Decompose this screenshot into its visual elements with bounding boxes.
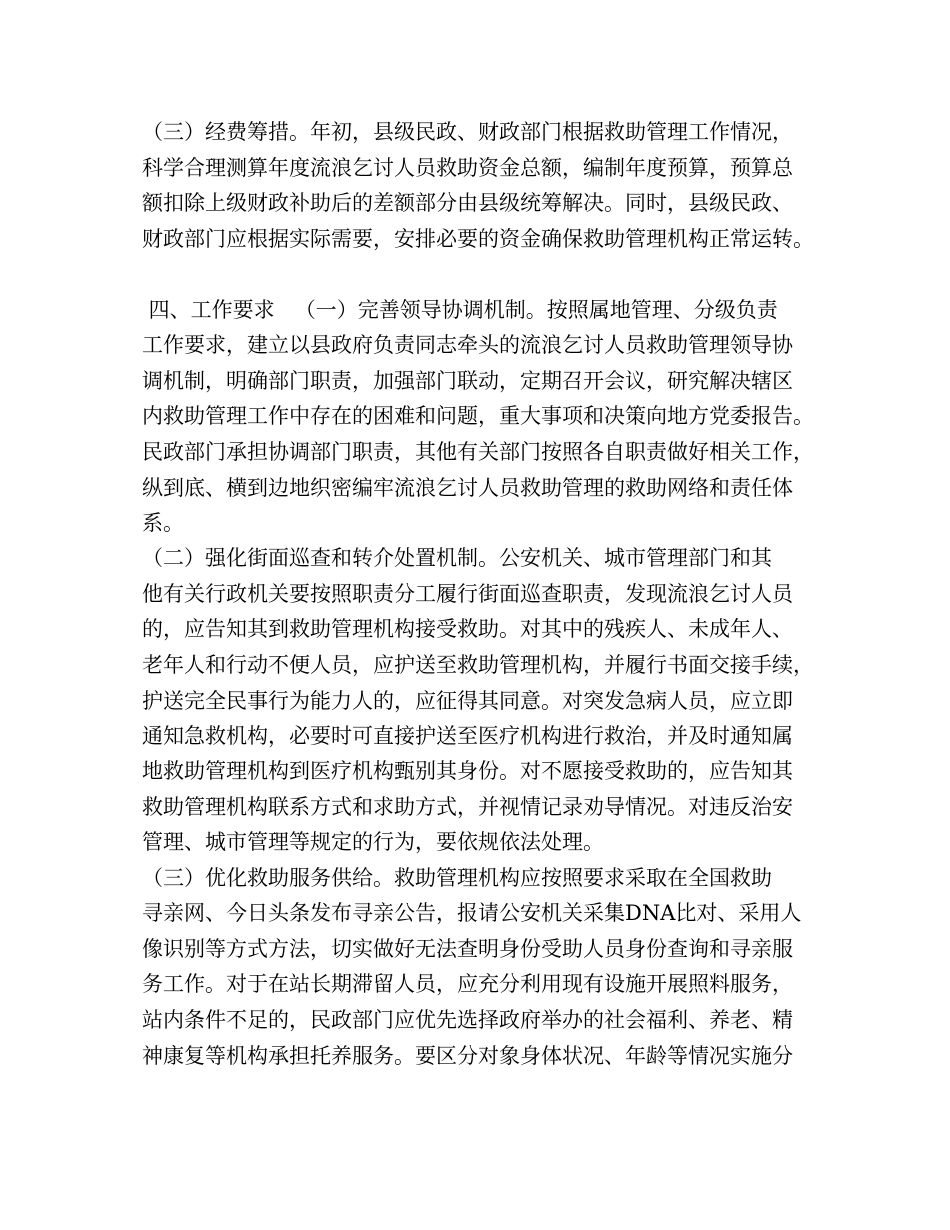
text-line: 科学合理测算年度流浪乞讨人员救助资金总额，编制年度预算，预算总: [142, 156, 793, 180]
section-heading-line: 四、工作要求 （一）完善领导协调机制。按照属地管理、分级负责: [142, 298, 778, 322]
text-line: 神康复等机构承担托养服务。要区分对象身体状况、年龄等情况实施分: [142, 1044, 793, 1068]
text-line: 护送完全民事行为能力人的，应征得其同意。对突发急病人员，应立即: [142, 689, 793, 713]
text-line: （三）优化救助服务供给。救助管理机构应按照要求采取在全国救助: [142, 866, 772, 890]
text-line: 系。: [142, 511, 184, 535]
text-line: 内救助管理工作中存在的困难和问题，重大事项和决策向地方党委报告。: [142, 404, 814, 428]
text-line: 民政部门承担协调部门职责，其他有关部门按照各自职责做好相关工作，: [142, 440, 814, 464]
text-line: 额扣除上级财政补助后的差额部分由县级统筹解决。同时，县级民政、: [142, 191, 793, 215]
text-line: 地救助管理机构到医疗机构甄别其身份。对不愿接受救助的，应告知其: [142, 759, 793, 783]
text-line: （二）强化街面巡查和转介处置机制。公安机关、城市管理部门和其: [142, 546, 772, 570]
text-line: 老年人和行动不便人员，应护送至救助管理机构，并履行书面交接手续，: [142, 653, 814, 677]
text-line: 工作要求，建立以县政府负责同志牵头的流浪乞讨人员救助管理领导协: [142, 333, 793, 357]
text-line: 他有关行政机关要按照职责分工履行街面巡查职责，发现流浪乞讨人员: [142, 582, 793, 606]
text-line: 的，应告知其到救助管理机构接受救助。对其中的残疾人、未成年人、: [142, 617, 793, 641]
text-line: 寻亲网、今日头条发布寻亲公告，报请公安机关采集DNA比对、采用人: [142, 901, 802, 925]
text-line: 调机制，明确部门职责，加强部门联动，定期召开会议，研究解决辖区: [142, 369, 793, 393]
text-line: 管理、城市管理等规定的行为，要依规依法处理。: [142, 830, 604, 854]
text-line: 救助管理机构联系方式和求助方式，并视情记录劝导情况。对违反治安: [142, 795, 793, 819]
text-line: 务工作。对于在站长期滞留人员，应充分利用现有设施开展照料服务，: [142, 972, 793, 996]
text-line: 纵到底、横到边地织密编牢流浪乞讨人员救助管理的救助网络和责任体: [142, 476, 793, 500]
text-line: 像识别等方式方法，切实做好无法查明身份受助人员身份查询和寻亲服: [142, 937, 793, 961]
text-line: 站内条件不足的，民政部门应优先选择政府举办的社会福利、养老、精: [142, 1008, 793, 1032]
text-line: 财政部门应根据实际需要，安排必要的资金确保救助管理机构正常运转。: [142, 227, 814, 251]
text-line: 通知急救机构，必要时可直接护送至医疗机构进行救治，并及时通知属: [142, 724, 793, 748]
text-line: （三）经费筹措。年初，县级民政、财政部门根据救助管理工作情况，: [142, 120, 793, 144]
